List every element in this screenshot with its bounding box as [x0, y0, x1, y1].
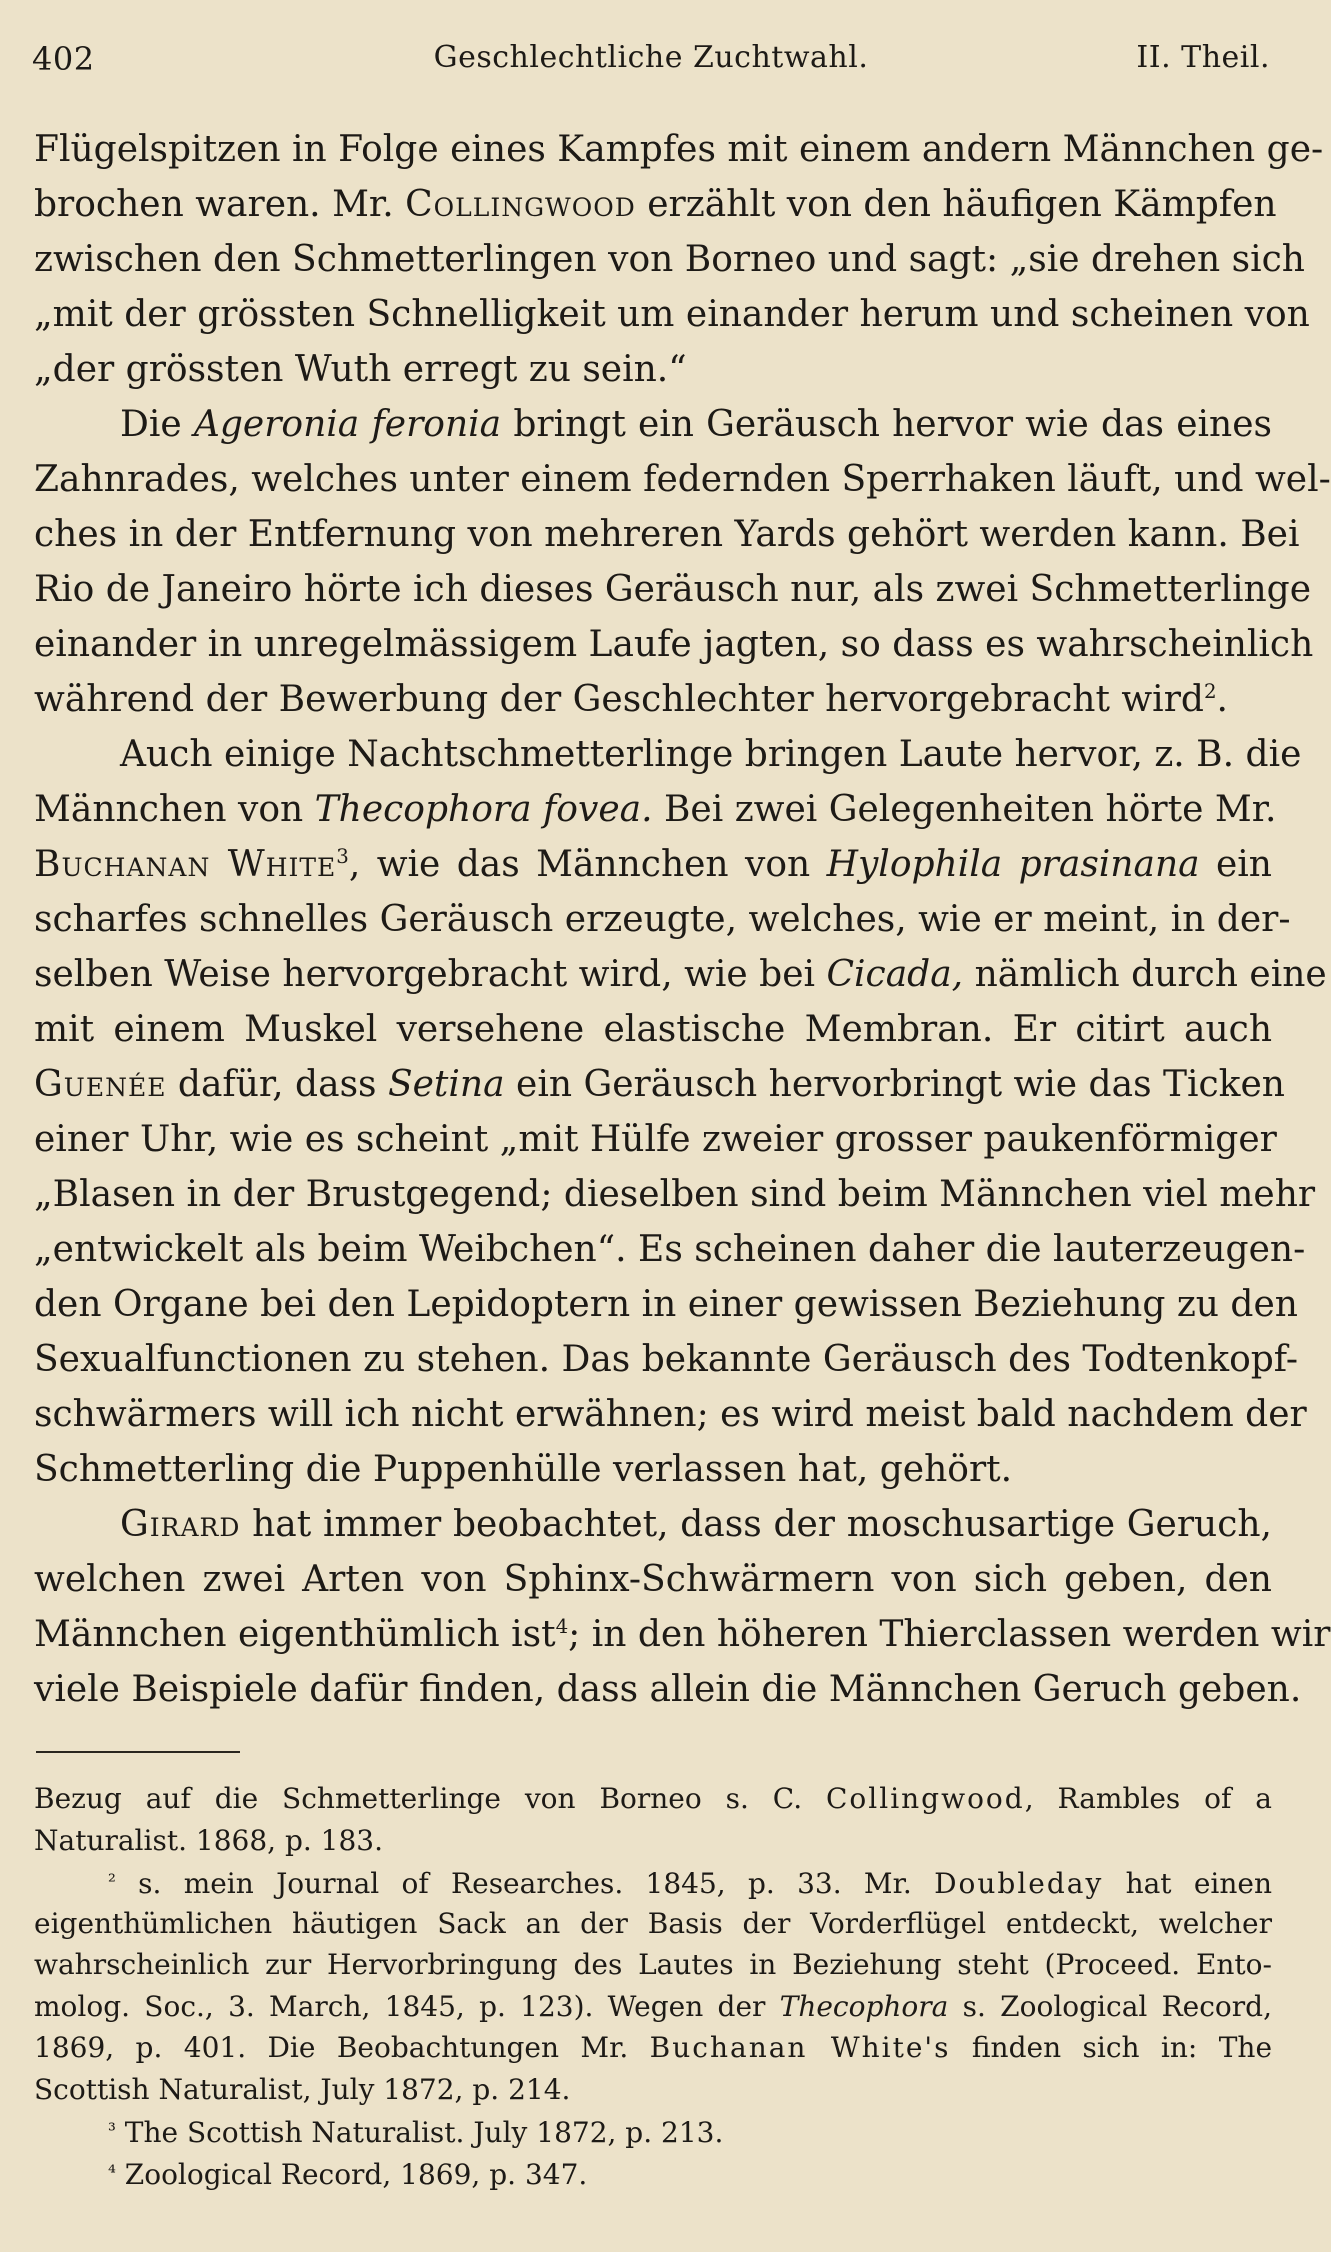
- footnote-line: ³ The Scottish Naturalist. July 1872, p. 213.: [108, 2115, 724, 2149]
- text-line: während der Bewerbung der Geschlechter hervorgebracht wird$^2$.: [34, 679, 1228, 720]
- text-line: „entwickelt als beim Weibchen“. Es scheinen daher die lauterzeugen-: [34, 1229, 1306, 1270]
- footnote-divider: [36, 1751, 240, 1753]
- footnote-mark: ²: [108, 1870, 116, 1893]
- text-line: einander in unregelmässigem Laufe jagten, so dass es wahrscheinlich: [34, 624, 1314, 665]
- text-line: scharfes schnelles Geräusch erzeugte, welches, wie er meint, in der-: [34, 899, 1291, 940]
- text-line: „mit der grössten Schnelligkeit um einander herum und scheinen von: [34, 294, 1310, 335]
- genus-name: Thecophora: [779, 1989, 949, 2023]
- text-line: Männchen von Thecophora fovea. Bei zwei Gelegenheiten hörte Mr.: [34, 789, 1277, 830]
- text-line: „der grössten Wuth erregt zu sein.“: [34, 349, 687, 390]
- text-line: Männchen eigenthümlich ist$^4$; in den höheren Thierclassen werden wir: [34, 1614, 1331, 1655]
- page-number: 402: [32, 40, 95, 78]
- footnote-line: Scottish Naturalist, July 1872, p. 214.: [34, 2072, 571, 2106]
- text-line: den Organe bei den Lepidoptern in einer gewissen Beziehung zu den: [34, 1284, 1298, 1325]
- page-header: [32, 40, 1270, 84]
- footnote-line: molog. Soc., 3. March, 1845, p. 123). Wegen der Thecophora s. Zoological Record,: [34, 1989, 1272, 2023]
- text-line: Girard hat immer beobachtet, dass der moschusartige Geruch,: [120, 1504, 1272, 1545]
- footnotes: [34, 1778, 1272, 2193]
- body-text: [34, 122, 1331, 1717]
- text-line: Flügelspitzen in Folge eines Kampfes mit einem andern Männchen ge-: [34, 129, 1324, 170]
- text-line: selben Weise hervorgebracht wird, wie bei Cicada, nämlich durch eine: [34, 954, 1327, 995]
- author-name: Collingwood: [405, 184, 636, 225]
- footnote-line: 1869, p. 401. Die Beobachtungen Mr. Buchanan White's finden sich in: The: [34, 2031, 1273, 2064]
- footnote-line: Bezug auf die Schmetterlinge von Borneo s. C. Collingwood, Rambles of a: [34, 1782, 1272, 1815]
- text-line: Auch einige Nachtschmetterlinge bringen Laute hervor, z. B. die: [120, 734, 1302, 775]
- genus-name: Setina: [387, 1064, 505, 1105]
- text-line: Guenée dafür, dass Setina ein Geräusch hervorbringt wie das Ticken: [34, 1064, 1285, 1105]
- author-name: Buchanan White's: [649, 2031, 951, 2064]
- text-line: brochen waren. Mr. Collingwood erzählt von den häufigen Kämpfen: [34, 184, 1277, 225]
- text-line: einer Uhr, wie es scheint „mit Hülfe zweier grosser paukenförmiger: [34, 1119, 1277, 1160]
- text-line: „Blasen in der Brustgegend; dieselben sind beim Männchen viel mehr: [34, 1174, 1316, 1215]
- species-name: Hylophila prasinana: [826, 844, 1200, 885]
- text-line: schwärmers will ich nicht erwähnen; es wird meist bald nachdem der: [34, 1394, 1307, 1435]
- author-name: Buchanan White: [34, 844, 337, 885]
- footnote-ref: 3: [336, 845, 349, 868]
- text-line: viele Beispiele dafür finden, dass allein die Männchen Geruch geben.: [34, 1669, 1302, 1710]
- footnote-ref: 4: [555, 1615, 569, 1638]
- text-line: mit einem Muskel versehene elastische Membran. Er citirt auch: [34, 1009, 1272, 1050]
- footnote-line: ² s. mein Journal of Researches. 1845, p. 33. Mr. Doubleday hat einen: [108, 1866, 1272, 1900]
- footnote-line: Naturalist. 1868, p. 183.: [34, 1823, 384, 1857]
- text-line: Rio de Janeiro hörte ich dieses Geräusch nur, als zwei Schmetterlinge: [34, 569, 1311, 610]
- footnote-mark: ⁴: [108, 2160, 116, 2184]
- text-line: Sexualfunctionen zu stehen. Das bekannte Geräusch des Todtenkopf-: [34, 1339, 1299, 1380]
- text-line: zwischen den Schmetterlingen von Borneo und sagt: „sie drehen sich: [34, 239, 1305, 280]
- author-name: Collingwood: [826, 1782, 1025, 1815]
- text-line: Zahnrades, welches unter einem federnden Sperrhaken läuft, und wel-: [34, 459, 1331, 500]
- species-name: Thecophora fovea.: [314, 789, 653, 830]
- text-line: welchen zwei Arten von Sphinx-Schwärmern von sich geben, den: [34, 1559, 1272, 1600]
- text-line: Buchanan White$^3$, wie das Männchen von Hylophila prasinana ein: [34, 844, 1272, 885]
- author-name: Guenée: [34, 1064, 167, 1105]
- footnote-line: eigenthümlichen häutigen Sack an der Basis der Vorderflügel entdeckt, welcher: [34, 1906, 1272, 1940]
- genus-name: Cicada,: [826, 954, 964, 995]
- footnote-ref: 2: [1203, 680, 1217, 703]
- footnote-line: ⁴ Zoological Record, 1869, p. 347.: [108, 2157, 588, 2191]
- text-line: Schmetterling die Puppenhülle verlassen hat, gehört.: [34, 1449, 1013, 1490]
- text-line: Die Ageronia feronia bringt ein Geräusch hervor wie das eines: [120, 404, 1272, 445]
- part-label: II. Theil.: [1136, 40, 1270, 75]
- text-line: ches in der Entfernung von mehreren Yards gehört werden kann. Bei: [34, 514, 1300, 555]
- author-name: Doubleday: [934, 1866, 1104, 1900]
- footnote-mark: ³: [108, 2119, 116, 2142]
- species-name: Ageronia feronia: [193, 404, 502, 445]
- footnote-line: wahrscheinlich zur Hervorbringung des Lautes in Beziehung steht (Proceed. Ento-: [34, 1948, 1272, 1981]
- running-title: Geschlechtliche Zuchtwahl.: [433, 40, 869, 75]
- author-name: Girard: [120, 1504, 241, 1545]
